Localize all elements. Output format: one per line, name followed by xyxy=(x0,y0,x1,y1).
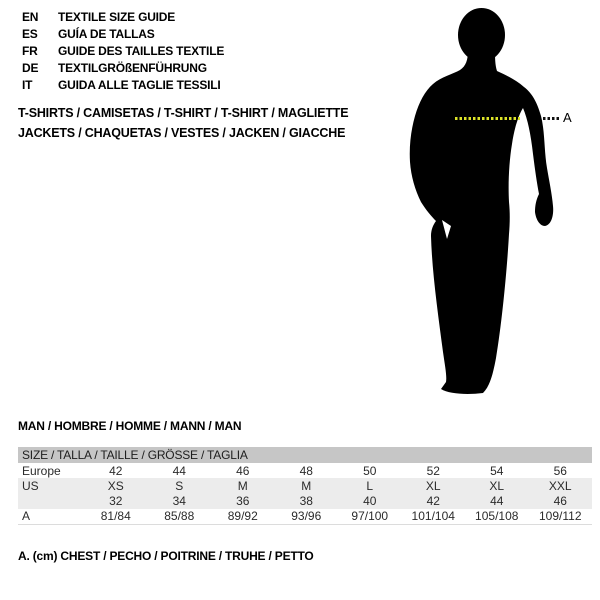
table-cell: 48 xyxy=(299,463,313,478)
table-cell: 32 xyxy=(109,494,123,509)
table-cell: 85/88 xyxy=(164,509,195,524)
table-cell: 44 xyxy=(490,494,504,509)
table-cell: 89/92 xyxy=(227,509,258,524)
language-row xyxy=(22,76,224,93)
section-title: MAN / HOMBRE / HOMME / MANN / MAN xyxy=(18,419,242,433)
garment-categories xyxy=(18,104,348,143)
language-row xyxy=(22,59,224,76)
measurement-footnote: A. (cm) CHEST / PECHO / POITRINE / TRUHE / PETTO xyxy=(18,549,314,563)
table-cell: 81/84 xyxy=(100,509,131,524)
size-table xyxy=(18,447,592,525)
table-cell: 44 xyxy=(172,463,186,478)
language-list xyxy=(22,8,224,93)
table-cell: 42 xyxy=(426,494,440,509)
table-cell: 38 xyxy=(299,494,313,509)
table-cell: 40 xyxy=(363,494,377,509)
table-cell: 54 xyxy=(490,463,504,478)
table-row-label: Europe xyxy=(22,463,61,478)
table-cell: M xyxy=(301,478,312,493)
table-row xyxy=(18,494,592,509)
table-cell: 52 xyxy=(426,463,440,478)
table-cell: 109/112 xyxy=(539,509,582,524)
size-table-header: SIZE / TALLA / TAILLE / GRÖSSE / TAGLIA xyxy=(18,447,592,463)
language-title: GUIDA ALLE TAGLIE TESSILI xyxy=(58,77,221,92)
category-tshirts: T-SHIRTS / CAMISETAS / T-SHIRT / T-SHIRT / MAGLIETTE xyxy=(18,106,349,120)
table-cell: 50 xyxy=(363,463,377,478)
language-code: ES xyxy=(22,26,38,41)
size-table-body xyxy=(18,463,592,524)
language-code: IT xyxy=(22,77,33,92)
language-code: EN xyxy=(22,9,39,24)
language-row xyxy=(22,42,224,59)
table-row xyxy=(18,478,592,493)
measure-leader-dashes xyxy=(543,117,560,120)
table-cell: 36 xyxy=(236,494,250,509)
table-row-label: US xyxy=(22,478,39,493)
table-cell: 97/100 xyxy=(351,509,389,524)
measure-label-a: A xyxy=(563,110,572,125)
language-row xyxy=(22,8,224,25)
table-cell: M xyxy=(237,478,248,493)
table-cell: XL xyxy=(489,478,505,493)
table-row xyxy=(18,509,592,524)
man-silhouette-figure xyxy=(405,4,575,396)
language-row xyxy=(22,25,224,42)
table-cell: 42 xyxy=(109,463,123,478)
table-cell: XXL xyxy=(548,478,572,493)
table-cell: L xyxy=(366,478,374,493)
table-row-label: A xyxy=(22,509,31,524)
table-cell: 93/96 xyxy=(291,509,322,524)
man-silhouette-icon xyxy=(405,4,575,396)
language-title: TEXTILE SIZE GUIDE xyxy=(58,9,176,24)
chest-measure-dashes xyxy=(455,117,520,120)
table-cell: 101/104 xyxy=(411,509,455,524)
table-cell: XL xyxy=(425,478,441,493)
table-cell: 46 xyxy=(236,463,250,478)
table-cell: XS xyxy=(107,478,124,493)
table-cell: S xyxy=(175,478,184,493)
language-title: GUÍA DE TALLAS xyxy=(58,26,155,41)
table-cell: 105/108 xyxy=(475,509,519,524)
category-jackets: JACKETS / CHAQUETAS / VESTES / JACKEN / GIACCHE xyxy=(18,125,346,140)
language-code: FR xyxy=(22,43,38,58)
table-row xyxy=(18,463,592,478)
language-title: GUIDE DES TAILLES TEXTILE xyxy=(58,43,225,58)
language-code: DE xyxy=(22,60,39,75)
language-title: TEXTILGRÖßENFÜHRUNG xyxy=(58,60,207,75)
table-cell: 34 xyxy=(172,494,186,509)
table-cell: 46 xyxy=(553,494,567,509)
table-cell: 56 xyxy=(553,463,567,478)
